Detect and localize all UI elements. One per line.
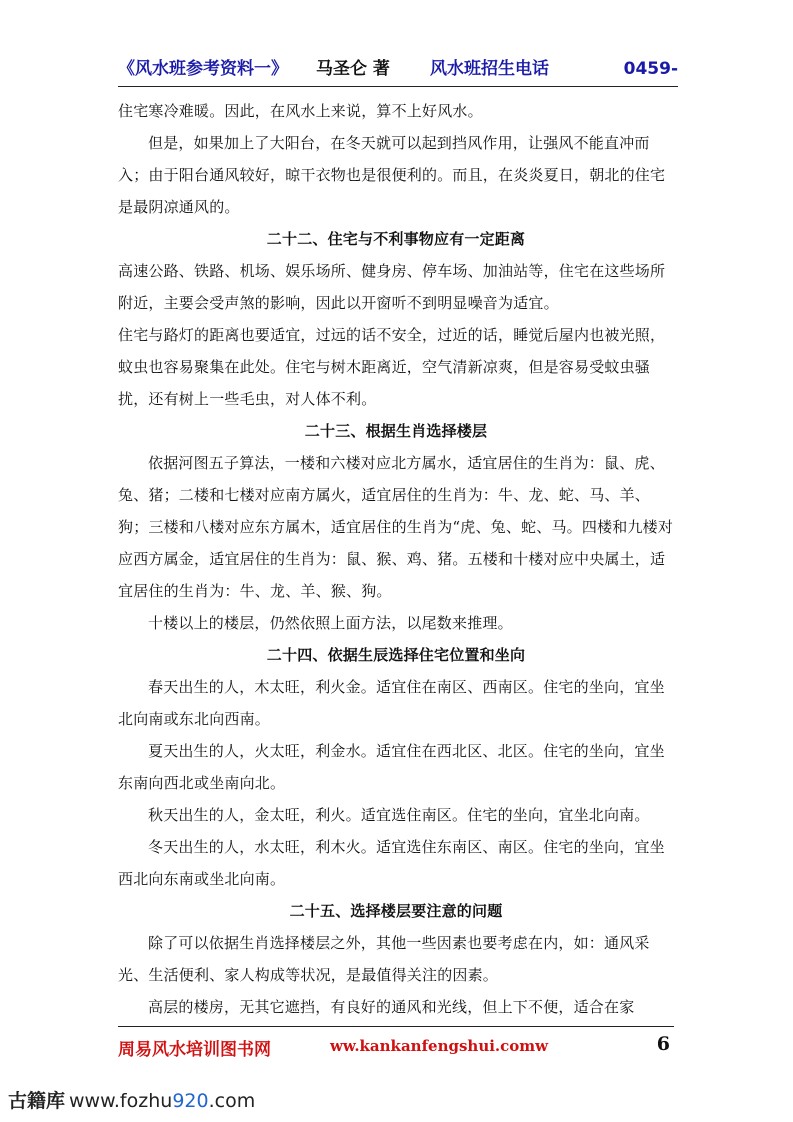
enrollment-phone: 0459- — [623, 59, 678, 79]
body-paragraph: 高层的楼房，无其它遮挡，有良好的通风和光线，但上下不便，适合在家 — [148, 998, 635, 1016]
body-paragraph: 住宅与路灯的距离也要适宜，过远的话不安全，过近的话，睡觉后屋内也被光照，蚊虫也容易聚集在此处。住宅与树木距离近，空气清新凉爽，但是容易受蚊虫骚扰，还有树上一些毛虫，对人体不利。 — [118, 326, 666, 408]
enrollment-phone-label: 风水班招生电话 — [430, 59, 549, 79]
body-paragraph: 夏天出生的人，火太旺，利金水。适宜住在西北区、北区。住宅的坐向，宜坐东南向西北或坐南向北。 — [118, 742, 665, 792]
body-paragraph: 依据河图五子算法，一楼和六楼对应北方属水，适宜居住的生肖为：鼠、虎、兔、猪；二楼和七楼对应南方属火，适宜居住的生肖为：牛、龙、蛇、马、羊、狗；三楼和八楼对应东方属木，适宜居住的生肖为“虎、兔、蛇、马。四楼和九楼对应西方属金，适宜居住的生肖为：鼠、猴、鸡、猪。五楼和十楼对应中央属土，适宜居住的生肖为：牛、龙、羊、猴、狗。 — [118, 454, 674, 600]
body-paragraph: 高速公路、铁路、机场、娱乐场所、健身房、停车场、加油站等，住宅在这些场所附近，主要会受声煞的影响，因此以开窗听不到明显噪音为适宜。 — [118, 262, 666, 312]
watermark-url-prefix: www.fozhu — [69, 1090, 173, 1112]
watermark — [8, 1086, 255, 1113]
section-heading: 二十五、选择楼层要注意的问题 — [289, 902, 503, 920]
page-footer — [118, 1026, 674, 1063]
watermark-brand: 古籍库 — [8, 1090, 66, 1112]
body-paragraph: 住宅寒冷难暖。因此，在风水上来说，算不上好风水。 — [118, 102, 483, 120]
body-paragraph: 但是，如果加上了大阳台，在冬天就可以起到挡风作用，让强风不能直冲而入；由于阳台通风较好，晾干衣物也是很便利的。而且，在炎炎夏日，朝北的住宅是最阴凉通风的。 — [118, 134, 666, 216]
body-paragraph: 冬天出生的人，水太旺，利木火。适宜选住东南区、南区。住宅的坐向，宜坐西北向东南或坐北向南。 — [118, 838, 665, 888]
section-heading: 二十四、依据生辰选择住宅位置和坐向 — [266, 646, 526, 664]
author-credit: 马圣仑 著 — [316, 59, 390, 79]
section-heading: 二十二、住宅与不利事物应有一定距离 — [266, 230, 526, 248]
section-heading: 二十三、根据生肖选择楼层 — [304, 422, 488, 440]
body-paragraph: 十楼以上的楼层，仍然依照上面方法，以尾数来推理。 — [148, 614, 513, 632]
footer-site-url[interactable]: ww.kankanfengshui.comw — [330, 1037, 549, 1055]
document-title: 《风水班参考资料一》 — [118, 59, 288, 79]
body-paragraph: 除了可以依据生肖选择楼层之外，其他一些因素也要考虑在内，如：通风采光、生活便利、家人构成等状况，是最值得关注的因素。 — [118, 934, 650, 984]
watermark-url-number: 920 — [172, 1090, 209, 1112]
body-paragraph: 秋天出生的人，金太旺，利火。适宜选住南区。住宅的坐向，宜坐北向南。 — [148, 806, 650, 824]
watermark-url-suffix: .com — [208, 1090, 256, 1112]
page-header — [118, 56, 678, 87]
footer-site-name: 周易风水培训图书网 — [118, 1040, 271, 1060]
page-number: 6 — [656, 1033, 670, 1055]
body-paragraph: 春天出生的人，木太旺，利火金。适宜住在南区、西南区。住宅的坐向，宜坐北向南或东北向西南。 — [118, 678, 665, 728]
page-body — [118, 95, 674, 1023]
